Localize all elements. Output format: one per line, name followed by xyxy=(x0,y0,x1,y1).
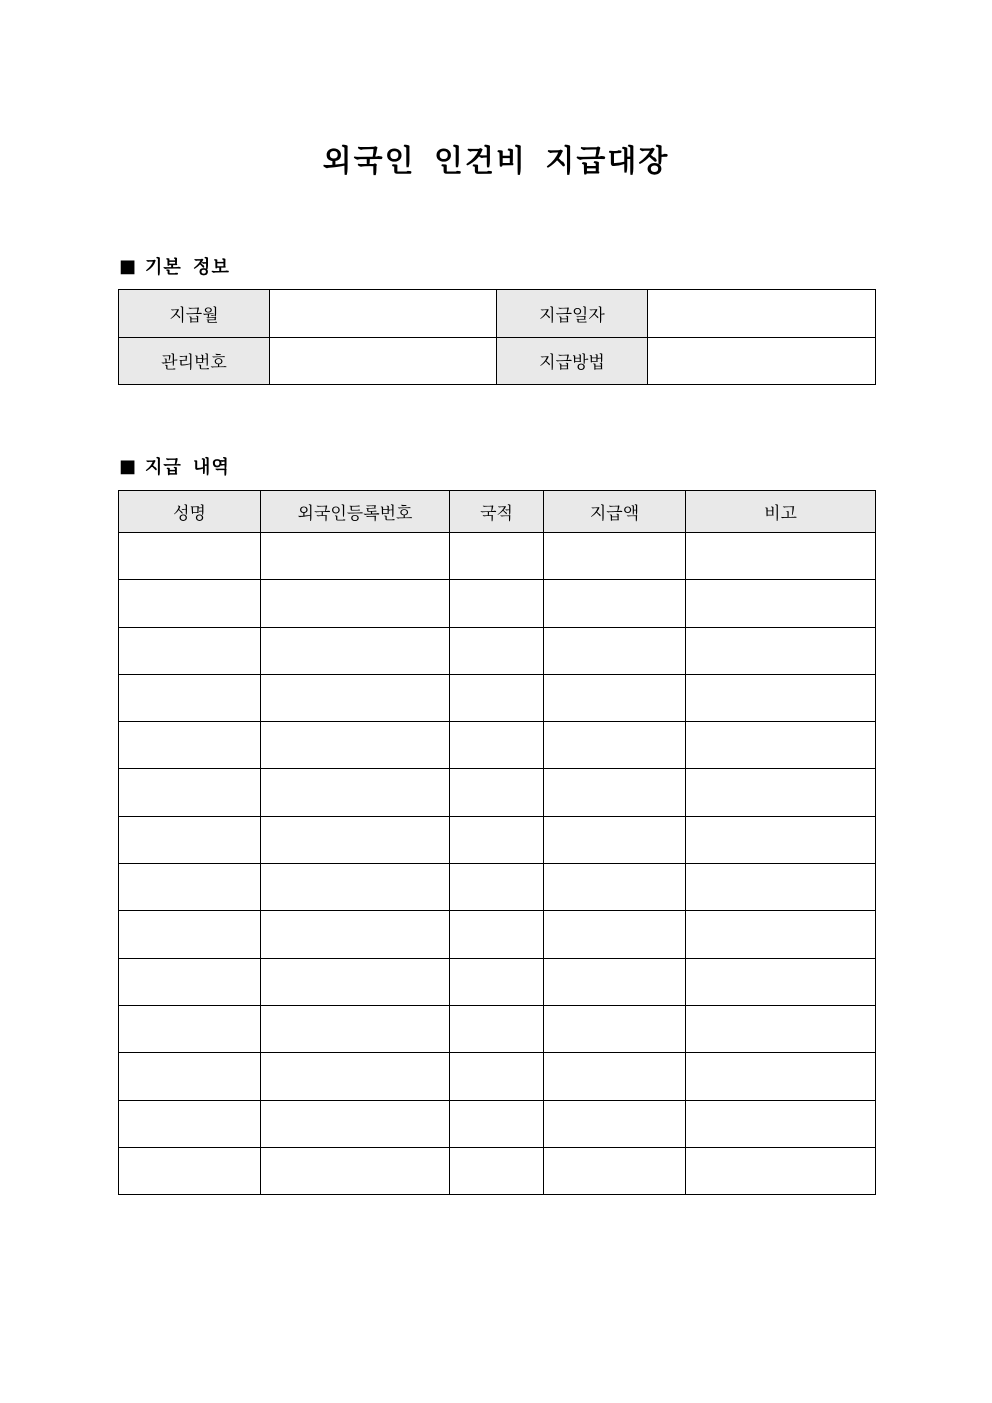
remarks-cell[interactable] xyxy=(686,816,876,863)
amount-cell[interactable] xyxy=(544,1100,686,1147)
remarks-cell[interactable] xyxy=(686,864,876,911)
payment-month-label: 지급월 xyxy=(119,290,270,338)
remarks-cell[interactable] xyxy=(686,1100,876,1147)
nationality-cell[interactable] xyxy=(450,1100,544,1147)
table-row xyxy=(119,722,876,769)
name-cell[interactable] xyxy=(119,1053,261,1100)
square-bullet-icon: ■ xyxy=(119,255,138,277)
nationality-cell[interactable] xyxy=(450,816,544,863)
basic-info-heading xyxy=(119,253,230,279)
remarks-cell[interactable] xyxy=(686,533,876,580)
column-header-name: 성명 xyxy=(119,491,261,533)
registration-number-cell[interactable] xyxy=(261,580,450,627)
table-row xyxy=(119,674,876,721)
table-row xyxy=(119,1147,876,1194)
name-cell[interactable] xyxy=(119,580,261,627)
payment-date-label: 지급일자 xyxy=(497,290,648,338)
name-cell[interactable] xyxy=(119,722,261,769)
column-header-nationality: 국적 xyxy=(450,491,544,533)
registration-number-cell[interactable] xyxy=(261,1053,450,1100)
payment-details-heading-label: 지급 내역 xyxy=(145,457,230,478)
table-row xyxy=(119,1005,876,1052)
nationality-cell[interactable] xyxy=(450,533,544,580)
management-number-field[interactable] xyxy=(270,337,497,385)
remarks-cell[interactable] xyxy=(686,1147,876,1194)
amount-cell[interactable] xyxy=(544,580,686,627)
table-row xyxy=(119,911,876,958)
registration-number-cell[interactable] xyxy=(261,958,450,1005)
amount-cell[interactable] xyxy=(544,627,686,674)
amount-cell[interactable] xyxy=(544,958,686,1005)
nationality-cell[interactable] xyxy=(450,722,544,769)
amount-cell[interactable] xyxy=(544,1005,686,1052)
name-cell[interactable] xyxy=(119,816,261,863)
registration-number-cell[interactable] xyxy=(261,1147,450,1194)
amount-cell[interactable] xyxy=(544,1053,686,1100)
amount-cell[interactable] xyxy=(544,911,686,958)
amount-cell[interactable] xyxy=(544,1147,686,1194)
basic-info-row xyxy=(119,290,876,338)
table-row xyxy=(119,769,876,816)
nationality-cell[interactable] xyxy=(450,911,544,958)
nationality-cell[interactable] xyxy=(450,958,544,1005)
remarks-cell[interactable] xyxy=(686,1005,876,1052)
registration-number-cell[interactable] xyxy=(261,722,450,769)
registration-number-cell[interactable] xyxy=(261,911,450,958)
column-header-remarks: 비고 xyxy=(686,491,876,533)
nationality-cell[interactable] xyxy=(450,580,544,627)
basic-info-table xyxy=(118,289,876,385)
name-cell[interactable] xyxy=(119,1147,261,1194)
table-row xyxy=(119,533,876,580)
table-row xyxy=(119,1100,876,1147)
registration-number-cell[interactable] xyxy=(261,864,450,911)
remarks-cell[interactable] xyxy=(686,722,876,769)
remarks-cell[interactable] xyxy=(686,580,876,627)
payment-details-table xyxy=(118,490,876,1195)
remarks-cell[interactable] xyxy=(686,627,876,674)
nationality-cell[interactable] xyxy=(450,674,544,721)
name-cell[interactable] xyxy=(119,533,261,580)
remarks-cell[interactable] xyxy=(686,769,876,816)
nationality-cell[interactable] xyxy=(450,864,544,911)
remarks-cell[interactable] xyxy=(686,674,876,721)
payment-date-field[interactable] xyxy=(648,290,876,338)
payment-method-label: 지급방법 xyxy=(497,337,648,385)
name-cell[interactable] xyxy=(119,627,261,674)
basic-info-heading-label: 기본 정보 xyxy=(145,257,230,278)
payment-details-heading xyxy=(119,453,230,479)
registration-number-cell[interactable] xyxy=(261,1005,450,1052)
name-cell[interactable] xyxy=(119,958,261,1005)
table-row xyxy=(119,627,876,674)
amount-cell[interactable] xyxy=(544,722,686,769)
table-row xyxy=(119,580,876,627)
registration-number-cell[interactable] xyxy=(261,1100,450,1147)
square-bullet-icon: ■ xyxy=(119,455,138,477)
table-row xyxy=(119,864,876,911)
page-title: 외국인 인건비 지급대장 xyxy=(322,144,670,179)
column-header-registration-number: 외국인등록번호 xyxy=(261,491,450,533)
nationality-cell[interactable] xyxy=(450,627,544,674)
registration-number-cell[interactable] xyxy=(261,816,450,863)
registration-number-cell[interactable] xyxy=(261,533,450,580)
amount-cell[interactable] xyxy=(544,864,686,911)
remarks-cell[interactable] xyxy=(686,911,876,958)
name-cell[interactable] xyxy=(119,1100,261,1147)
amount-cell[interactable] xyxy=(544,816,686,863)
table-row xyxy=(119,816,876,863)
nationality-cell[interactable] xyxy=(450,1147,544,1194)
registration-number-cell[interactable] xyxy=(261,627,450,674)
management-number-label: 관리번호 xyxy=(119,337,270,385)
amount-cell[interactable] xyxy=(544,769,686,816)
column-header-amount: 지급액 xyxy=(544,491,686,533)
nationality-cell[interactable] xyxy=(450,1005,544,1052)
table-row xyxy=(119,958,876,1005)
payment-header-row xyxy=(119,491,876,533)
nationality-cell[interactable] xyxy=(450,1053,544,1100)
payment-method-field[interactable] xyxy=(648,337,876,385)
name-cell[interactable] xyxy=(119,864,261,911)
nationality-cell[interactable] xyxy=(450,769,544,816)
name-cell[interactable] xyxy=(119,674,261,721)
registration-number-cell[interactable] xyxy=(261,769,450,816)
remarks-cell[interactable] xyxy=(686,958,876,1005)
payment-month-field[interactable] xyxy=(270,290,497,338)
name-cell[interactable] xyxy=(119,769,261,816)
basic-info-row xyxy=(119,337,876,385)
name-cell[interactable] xyxy=(119,1005,261,1052)
amount-cell[interactable] xyxy=(544,533,686,580)
registration-number-cell[interactable] xyxy=(261,674,450,721)
payment-rows xyxy=(119,533,876,1195)
amount-cell[interactable] xyxy=(544,674,686,721)
name-cell[interactable] xyxy=(119,911,261,958)
remarks-cell[interactable] xyxy=(686,1053,876,1100)
table-row xyxy=(119,1053,876,1100)
